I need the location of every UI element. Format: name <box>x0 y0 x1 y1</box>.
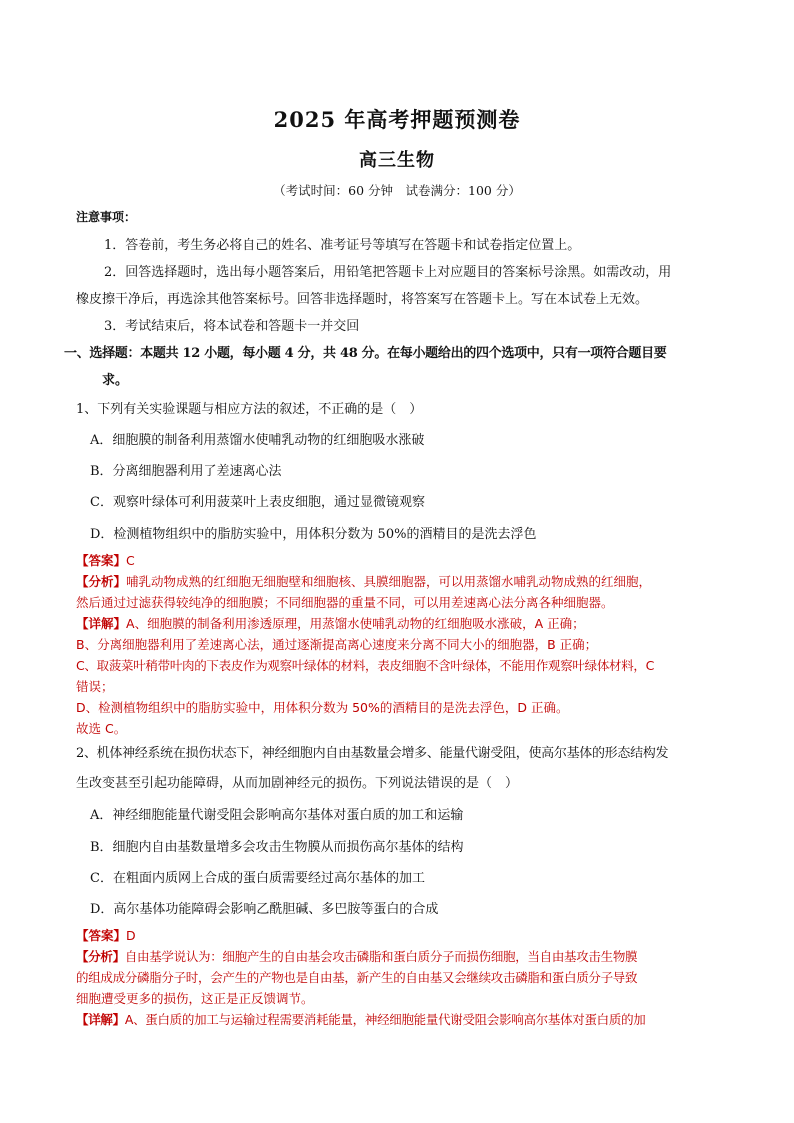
question-2-answer <box>76 926 734 946</box>
detail-text: A、蛋白质的加工与运输过程需要消耗能量，神经细胞能量代谢受阻会影响高尔基体对蛋白质的加 <box>124 1012 646 1027</box>
answer-tag: 【答案】 <box>76 553 127 568</box>
section-heading-cont: 求。 <box>102 373 129 388</box>
question-1-conclusion: 故选 C。 <box>76 721 127 736</box>
question-2-analysis-cont: 的组成成分磷脂分子时，会产生的产物也是自由基，新产生的自由基又会继续攻击磷脂和蛋白质分子导致 <box>76 970 638 985</box>
notice-item-1: 1．答卷前，考生务必将自己的姓名、准考证号等填写在答题卡和试卷指定位置上。 <box>104 238 581 253</box>
analysis-tag: 【分析】 <box>76 949 125 964</box>
question-2-detail <box>76 1010 734 1030</box>
question-1-detail-b: B、分离细胞器利用了差速离心法，通过逐渐提高离心速度来分离不同大小的细胞器，B 正确； <box>76 637 598 652</box>
notice-heading: 注意事项： <box>76 210 137 224</box>
analysis-text: 自由基学说认为：细胞产生的自由基会攻击磷脂和蛋白质分子而损伤细胞，当自由基攻击生物膜 <box>124 949 638 964</box>
detail-text: A、细胞膜的制备利用渗透原理，用蒸馏水使哺乳动物的红细胞吸水涨破，A 正确； <box>126 616 585 631</box>
question-2-option-a: A．神经细胞能量代谢受阻会影响高尔基体对蛋白质的加工和运输 <box>90 808 464 823</box>
page-title: 2025 年高考押题预测卷 <box>273 107 521 132</box>
question-1-analysis-cont: 然后通过过滤获得较纯净的细胞膜；不同细胞器的重量不同，可以用差速离心法分离各种细胞器。 <box>76 595 614 610</box>
question-2-stem: 2、机体神经系统在损伤状态下，神经细胞内自由基数量会增多、能量代谢受阻，使高尔基体的形态结构发 <box>76 746 669 761</box>
question-2-option-c: C．在粗面内质网上合成的蛋白质需要经过高尔基体的加工 <box>90 871 425 886</box>
page-subtitle: 高三生物 <box>359 150 435 171</box>
question-2-analysis-cont-2: 细胞遭受更多的损伤，这正是正反馈调节。 <box>76 991 314 1006</box>
question-2-analysis <box>76 947 734 967</box>
question-1-option-c: C．观察叶绿体可利用菠菜叶上表皮细胞，通过显微镜观察 <box>90 495 425 510</box>
question-1-detail-c-cont: 错误； <box>76 679 114 694</box>
notice-item-3: 3．考试结束后，将本试卷和答题卡一并交回 <box>104 319 360 334</box>
question-1-detail-d: D、检测植物组织中的脂肪实验中，用体积分数为 50%的酒精目的是洗去浮色，D 正确。 <box>76 700 569 715</box>
question-1-option-b: B．分离细胞器利用了差速离心法 <box>90 464 282 479</box>
answer-value: C <box>126 553 135 568</box>
notice-item-2-cont: 橡皮擦干净后，再选涂其他答案标号。回答非选择题时，将答案写在答题卡上。写在本试卷上无效。 <box>76 292 649 307</box>
detail-tag: 【详解】 <box>76 616 127 631</box>
question-1-stem: 1、下列有关实验课题与相应方法的叙述，不正确的是（ ） <box>76 402 423 417</box>
question-2-option-b: B．细胞内自由基数量增多会攻击生物膜从而损伤高尔基体的结构 <box>90 840 464 855</box>
answer-tag: 【答案】 <box>76 928 127 943</box>
analysis-text: 哺乳动物成熟的红细胞无细胞壁和细胞核、具膜细胞器，可以用蒸馏水哺乳动物成熟的红细胞， <box>126 574 652 589</box>
question-2-option-d: D．高尔基体功能障碍会影响乙酰胆碱、多巴胺等蛋白的合成 <box>90 902 439 917</box>
answer-value: D <box>126 928 136 943</box>
question-1-detail-c: C、取菠菜叶稍带叶肉的下表皮作为观察叶绿体的材料，表皮细胞不含叶绿体，不能用作观察叶绿体材料，C <box>76 658 655 673</box>
notice-item-2: 2．回答选择题时，选出每小题答案后，用铅笔把答题卡上对应题目的答案标号涂黑。如需改动，用 <box>104 265 672 280</box>
section-heading: 一、选择题：本题共 12 小题，每小题 4 分，共 48 分。在每小题给出的四个选项中，只有一项符合题目要 <box>64 346 667 361</box>
detail-tag: 【详解】 <box>76 1012 125 1027</box>
question-1-answer <box>76 551 734 571</box>
question-2-stem-cont: 生改变甚至引起功能障碍，从而加剧神经元的损伤。下列说法错误的是（ ） <box>76 776 519 791</box>
exam-time-info: （考试时间：60 分钟 试卷满分：100 分） <box>273 183 521 198</box>
question-1-detail <box>76 614 734 634</box>
question-1-analysis <box>76 572 734 592</box>
question-1-option-a: A．细胞膜的制备利用蒸馏水使哺乳动物的红细胞吸水涨破 <box>90 433 425 448</box>
question-1-option-d: D．检测植物组织中的脂肪实验中，用体积分数为 50%的酒精目的是洗去浮色 <box>90 527 537 542</box>
analysis-tag: 【分析】 <box>76 574 127 589</box>
